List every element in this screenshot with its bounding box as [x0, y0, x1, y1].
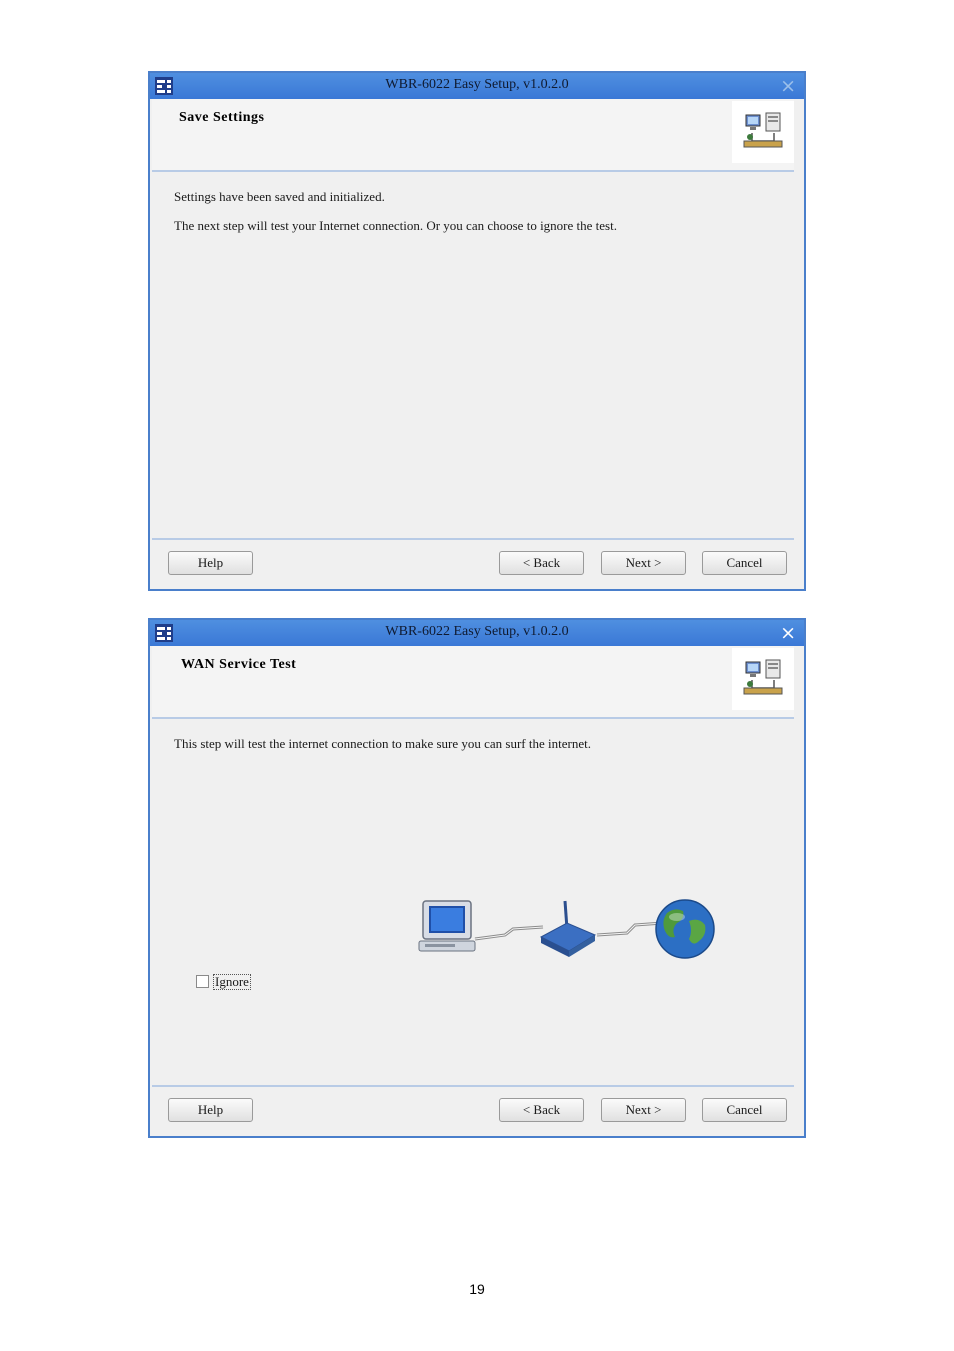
window-title: WBR-6022 Easy Setup, v1.0.2.0 [385, 624, 569, 639]
ignore-checkbox-label[interactable]: Ignore [215, 974, 249, 989]
page-title: Save Settings [179, 110, 265, 125]
help-button[interactable]: Help [168, 551, 253, 575]
page-title: WAN Service Test [181, 657, 297, 672]
network-setup-icon [732, 101, 794, 163]
cancel-button[interactable]: Cancel [702, 1098, 787, 1122]
back-button[interactable]: < Back [499, 1098, 584, 1122]
page-number: 19 [469, 1281, 485, 1297]
title-bar[interactable] [150, 620, 804, 646]
wizard-header [152, 646, 794, 717]
setup-window-wan-service-test [148, 618, 806, 1138]
header-divider [152, 717, 794, 719]
ignore-checkbox[interactable] [196, 975, 209, 988]
next-button[interactable]: Next > [601, 1098, 686, 1122]
cancel-button[interactable]: Cancel [702, 551, 787, 575]
instruction-text: This step will test the internet connection to make sure you can surf the internet. [174, 736, 591, 751]
help-button[interactable]: Help [168, 1098, 253, 1122]
computer-icon [419, 901, 475, 951]
close-icon[interactable]: × [780, 75, 796, 97]
close-icon[interactable]: × [780, 622, 796, 644]
title-bar[interactable] [150, 73, 804, 99]
window-title: WBR-6022 Easy Setup, v1.0.2.0 [385, 77, 569, 92]
next-button[interactable]: Next > [601, 551, 686, 575]
router-icon [541, 901, 595, 957]
network-setup-icon [732, 648, 794, 710]
footer-divider [152, 1085, 794, 1087]
instruction-text: The next step will test your Internet connection. Or you can choose to ignore the test. [174, 218, 617, 233]
footer-divider [152, 538, 794, 540]
status-text: Settings have been saved and initialized. [174, 189, 385, 204]
wizard-header [152, 99, 794, 170]
back-button[interactable]: < Back [499, 551, 584, 575]
connection-diagram [413, 895, 718, 965]
globe-icon [656, 900, 714, 958]
setup-window-save-settings [148, 71, 806, 591]
header-divider [152, 170, 794, 172]
